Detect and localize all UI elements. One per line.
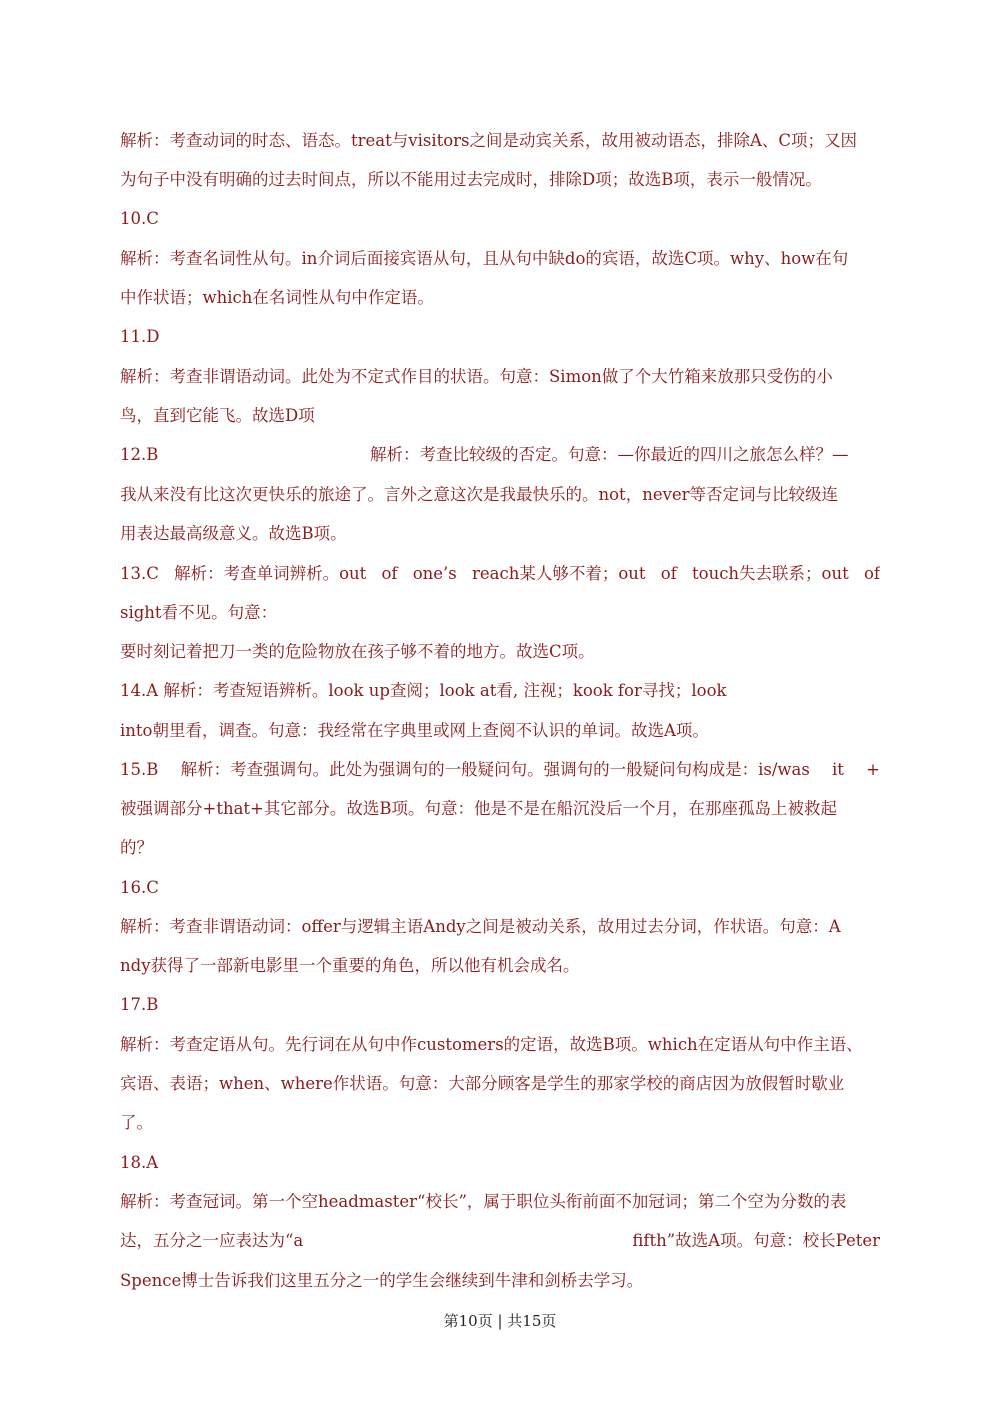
explanation-text: fifth”故选A项。句意：校长Peter bbox=[632, 1231, 880, 1250]
explanation-text: 解析：考查比较级的否定。句意：—你最近的四川之旅怎么样？— bbox=[370, 445, 849, 464]
text-line: 被强调部分+that+其它部分。故选B项。句意：他是不是在船沉没后一个月，在那座孤岛上被救起 bbox=[120, 799, 838, 818]
word: reach某人够不着；out bbox=[471, 564, 646, 583]
text-line: 为句子中没有明确的过去时间点，所以不能用过去完成时，排除D项；故选B项，表示一般情况。 bbox=[120, 170, 822, 189]
word: touch失去联系；out bbox=[692, 564, 849, 583]
text-line: 中作状语；which在名词性从句中作定语。 bbox=[120, 288, 434, 307]
explanation-text: 达，五分之一应表达为“a bbox=[120, 1231, 304, 1250]
text-line: sight看不见。句意： bbox=[120, 603, 278, 622]
explanation-text: 解析：考查强调句。此处为强调句的一般疑问句。强调句的一般疑问句构成是：is/was bbox=[180, 760, 810, 779]
text-line: ndy获得了一部新电影里一个重要的角色，所以他有机会成名。 bbox=[120, 956, 580, 975]
page-number-footer: 第10页 | 共15页 bbox=[443, 1312, 557, 1330]
text-line: 解析：考查非谓语动词。此处为不定式作目的状语。句意：Simon做了个大竹箱来放那只受伤的小 bbox=[120, 367, 833, 386]
word: 13.C bbox=[120, 564, 159, 583]
text-line: 用表达最高级意义。故选B项。 bbox=[120, 524, 347, 543]
text-line: 解析：考查动词的时态、语态。treat与visitors之间是动宾关系，故用被动语态，排除A、C项；又因 bbox=[120, 131, 858, 150]
text-line: 解析：考查非谓语动词：offer与逻辑主语Andy之间是被动关系，故用过去分词，作状语。句意：A bbox=[120, 917, 841, 936]
answer-label: 16.C bbox=[120, 878, 159, 897]
answer-label: 17.B bbox=[120, 995, 159, 1014]
text-line: 鸟，直到它能飞。故选D项 bbox=[120, 406, 315, 425]
text-line: 解析：考查冠词。第一个空headmaster“校长”，属于职位头衔前面不加冠词；第二个空为分数的表 bbox=[120, 1192, 847, 1211]
text-line bbox=[120, 1230, 880, 1252]
text-line: 了。 bbox=[120, 1113, 153, 1132]
text-line: 解析：考查名词性从句。in介词后面接宾语从句，且从句中缺do的宾语，故选C项。why、how在句 bbox=[120, 249, 849, 268]
answer-label: 12.B bbox=[120, 445, 159, 464]
answer-label: 18.A bbox=[120, 1153, 159, 1172]
text-line: 解析：考查定语从句。先行词在从句中作customers的定语，故选B项。which在定语从句中作主语、 bbox=[120, 1035, 863, 1054]
text-line: into朝里看，调查。句意：我经常在字典里或网上查阅不认识的单词。故选A项。 bbox=[120, 721, 709, 740]
text-line bbox=[120, 759, 880, 781]
text-line: 要时刻记着把刀一类的危险物放在孩子够不着的地方。故选C项。 bbox=[120, 642, 595, 661]
word: 解析：考查单词辨析。out bbox=[174, 564, 367, 583]
text-line: 宾语、表语；when、where作状语。句意：大部分顾客是学生的那家学校的商店因为放假暂时歇业 bbox=[120, 1074, 845, 1093]
answer-label: 11.D bbox=[120, 327, 160, 346]
text-line bbox=[120, 444, 880, 466]
text-line: Spence博士告诉我们这里五分之一的学生会继续到牛津和剑桥去学习。 bbox=[120, 1271, 644, 1290]
word: of bbox=[863, 564, 880, 583]
answer-label: 15.B bbox=[120, 760, 159, 779]
text-line bbox=[120, 563, 880, 585]
word: it bbox=[832, 760, 844, 779]
word: of bbox=[381, 564, 398, 583]
word: + bbox=[866, 760, 880, 779]
answer-label: 10.C bbox=[120, 209, 159, 228]
text-line: 的？ bbox=[120, 838, 153, 857]
text-line: 14.A 解析：考查短语辨析。look up查阅；look at看, 注视；kook for寻找；look bbox=[120, 681, 727, 700]
text-line: 我从来没有比这次更快乐的旅途了。言外之意这次是我最快乐的。not，never等否定词与比较级连 bbox=[120, 485, 839, 504]
word: one’s bbox=[412, 564, 457, 583]
word: of bbox=[660, 564, 677, 583]
